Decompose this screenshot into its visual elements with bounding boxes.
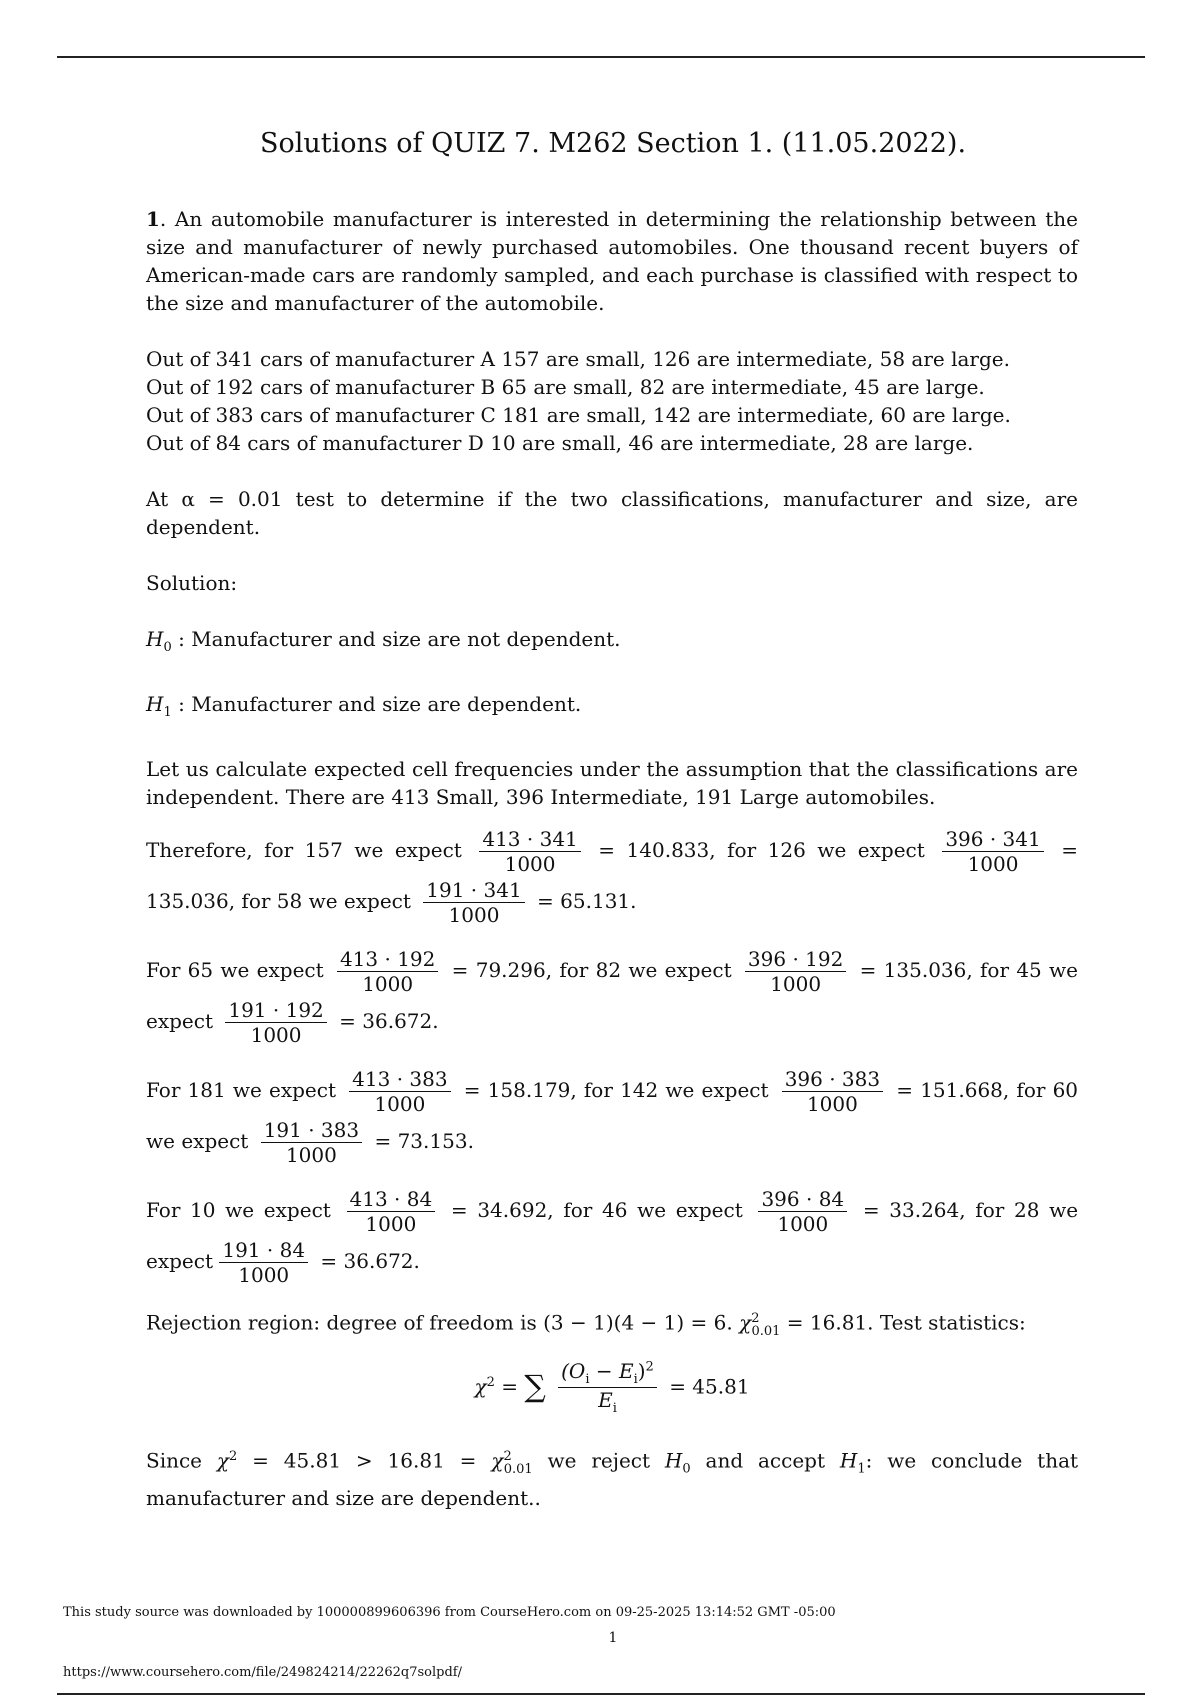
fraction-denominator: 1000 xyxy=(365,1212,417,1236)
fraction-numerator: 413 · 84 xyxy=(347,1187,436,1212)
problem-number: 1 xyxy=(146,207,160,231)
chi-superscript: 2 xyxy=(229,1448,238,1464)
expected-intro: Let us calculate expected cell frequencies under the assumption that the classifications are independent. There are 413 Small, 396 Intermediate, 191 Large automobiles. xyxy=(146,757,1078,809)
expected-block-b xyxy=(146,945,1078,1047)
source-url[interactable]: https://www.coursehero.com/file/249824214/22262q7solpdf/ xyxy=(63,1665,462,1680)
h0-subscript: 0 xyxy=(682,1461,691,1477)
fraction xyxy=(261,1118,362,1167)
page-number: 1 xyxy=(608,1630,618,1646)
chi-critical-value: = 16.81. Test statistics: xyxy=(786,1310,1026,1335)
chi-symbol: χ xyxy=(474,1374,487,1399)
fraction xyxy=(745,947,846,996)
fraction-numerator: 413 · 341 xyxy=(479,827,580,852)
fraction-numerator: 191 · 84 xyxy=(219,1238,308,1263)
test-statistic-value: = 45.81 xyxy=(669,1374,750,1399)
data-line: Out of 383 cars of manufacturer C 181 are small, 142 are intermediate, 60 are large. xyxy=(146,403,1011,427)
h1-subscript: 1 xyxy=(857,1461,866,1477)
expected-text: = 140.833, for 126 we expect xyxy=(598,838,925,862)
stat-num-sup: 2 xyxy=(645,1359,654,1375)
expected-text: For 181 we expect xyxy=(146,1078,336,1102)
expected-text: = 135.036, xyxy=(146,838,1079,913)
fraction-denominator: 1000 xyxy=(504,852,556,876)
fraction-denominator: 1000 xyxy=(770,972,822,996)
stat-num-o: (O xyxy=(561,1358,586,1383)
fraction-denominator: 1000 xyxy=(374,1092,426,1116)
fraction xyxy=(942,827,1043,876)
sum-symbol: ∑ xyxy=(524,1369,546,1405)
fraction xyxy=(423,878,524,927)
stat-den-sub: i xyxy=(612,1401,617,1417)
h0-text: : Manufacturer and size are not dependent. xyxy=(171,627,621,651)
fraction-denominator xyxy=(595,1388,620,1417)
page-title: Solutions of QUIZ 7. M262 Section 1. (11.05.2022). xyxy=(259,128,967,159)
fraction-denominator: 1000 xyxy=(238,1263,290,1287)
expected-text: expect xyxy=(181,1129,249,1153)
fraction-denominator: 1000 xyxy=(967,852,1019,876)
fraction-denominator: 1000 xyxy=(362,972,414,996)
fraction-numerator: 396 · 192 xyxy=(745,947,846,972)
fraction-denominator: 1000 xyxy=(777,1212,829,1236)
fraction xyxy=(225,998,326,1047)
fraction-numerator: 191 · 383 xyxy=(261,1118,362,1143)
fraction xyxy=(558,1359,657,1417)
conclusion-text: : we conclude that manufacturer and size are dependent.. xyxy=(146,1448,1079,1510)
chi-symbol: χ xyxy=(216,1448,230,1473)
expected-text: = 33.264, for 28 we expect xyxy=(146,1198,1079,1273)
fraction-denominator: 1000 xyxy=(806,1092,858,1116)
h0-subscript: 0 xyxy=(163,640,172,655)
rejection-text: Rejection region: degree of freedom is (3 − 1)(4 − 1) = 6. xyxy=(146,1310,733,1335)
data-line: Out of 192 cars of manufacturer B 65 are small, 82 are intermediate, 45 are large. xyxy=(146,375,985,399)
conclusion xyxy=(146,1443,1078,1512)
expected-text: = 79.296, for 82 we expect xyxy=(451,958,732,982)
problem-intro xyxy=(146,205,1078,317)
fraction xyxy=(349,1067,450,1116)
expected-text: = 135.036, for 45 we xyxy=(859,958,1079,982)
expected-block-c xyxy=(146,1065,1078,1167)
fraction xyxy=(758,1187,847,1236)
chi-superscript: 2 xyxy=(751,1311,760,1326)
expected-text: Therefore, for 157 we expect xyxy=(146,838,462,862)
expected-text: = 158.179, for 142 we expect xyxy=(463,1078,769,1102)
data-line: Out of 84 cars of manufacturer D 10 are small, 46 are intermediate, 28 are large. xyxy=(146,431,974,455)
h1-subscript: 1 xyxy=(163,705,172,720)
chi-superscript: 2 xyxy=(503,1448,512,1464)
null-hypothesis xyxy=(146,625,1078,662)
expected-text: = 65.131. xyxy=(537,889,637,913)
chi-subscript: 0.01 xyxy=(751,1323,781,1339)
chi-symbol: χ xyxy=(739,1310,752,1335)
conclusion-text: Since xyxy=(146,1448,203,1473)
fraction-numerator: 396 · 383 xyxy=(782,1067,883,1092)
fraction-numerator: 396 · 341 xyxy=(942,827,1043,852)
fraction xyxy=(219,1238,308,1287)
stat-num-sub: i xyxy=(585,1371,590,1387)
chi-superscript: 2 xyxy=(486,1374,495,1390)
conclusion-text: = 45.81 > 16.81 = xyxy=(252,1448,477,1473)
fraction-numerator: 191 · 192 xyxy=(225,998,326,1023)
expected-text: = 36.672. xyxy=(320,1249,420,1273)
top-rule xyxy=(57,56,1145,58)
fraction-numerator: 413 · 383 xyxy=(349,1067,450,1092)
fraction-denominator: 1000 xyxy=(250,1023,302,1047)
expected-text: For 65 we expect xyxy=(146,958,324,982)
fraction xyxy=(347,1187,436,1236)
fraction xyxy=(337,947,438,996)
fraction-numerator: 396 · 84 xyxy=(758,1187,847,1212)
problem-intro-text: . An automobile manufacturer is interested in determining the relationship between the size and manufacturer of newly purchased automobiles. One thousand recent buyers of American-made cars are randomly sampled, and each purchase is classified with respect to the size and manufacturer of the automobile. xyxy=(146,207,1078,315)
expected-text: expect xyxy=(146,1009,213,1033)
conclusion-text: we reject xyxy=(547,1448,651,1473)
fraction-denominator: 1000 xyxy=(285,1143,337,1167)
chi-subscript: 0.01 xyxy=(503,1461,533,1477)
download-note: This study source was downloaded by 100000899606396 from CourseHero.com on 09-25-2025 13:14:52 GMT -05:00 xyxy=(63,1605,836,1620)
expected-text: = 36.672. xyxy=(339,1009,439,1033)
data-lines xyxy=(146,345,1078,457)
conclusion-text: and accept xyxy=(705,1448,826,1473)
bottom-rule xyxy=(57,1693,1145,1695)
alt-hypothesis xyxy=(146,690,1078,727)
equals-sign: = xyxy=(501,1374,518,1399)
h1-text: : Manufacturer and size are dependent. xyxy=(171,692,582,716)
expected-text: for 58 we expect xyxy=(241,889,411,913)
data-line: Out of 341 cars of manufacturer A 157 are small, 126 are intermediate, 58 are large. xyxy=(146,347,1010,371)
document-body xyxy=(146,205,1078,1540)
rejection-region xyxy=(146,1305,1078,1346)
fraction-numerator xyxy=(558,1359,657,1389)
fraction-numerator: 191 · 341 xyxy=(423,878,524,903)
expected-text: = 151.668, for 60 we xyxy=(146,1078,1079,1153)
expected-text: For 10 we expect xyxy=(146,1198,331,1222)
h1-symbol: H xyxy=(146,692,164,716)
fraction xyxy=(479,827,580,876)
chi-symbol: χ xyxy=(491,1448,504,1473)
fraction xyxy=(782,1067,883,1116)
h0-symbol: H xyxy=(664,1448,683,1473)
stat-num-close: ) xyxy=(637,1358,646,1383)
h0-symbol: H xyxy=(146,627,164,651)
expected-text: = 73.153. xyxy=(374,1129,474,1153)
h1-symbol: H xyxy=(839,1448,858,1473)
fraction-numerator: 413 · 192 xyxy=(337,947,438,972)
fraction-denominator: 1000 xyxy=(448,903,500,927)
stat-den-e: E xyxy=(598,1388,613,1413)
stat-num-sub2: i xyxy=(633,1371,638,1387)
expected-block-d xyxy=(146,1185,1078,1287)
expected-block-a xyxy=(146,825,1078,927)
stat-num-e: − E xyxy=(589,1358,634,1383)
test-statistic-equation xyxy=(146,1356,1078,1417)
expected-text: = 34.692, for 46 we expect xyxy=(450,1198,743,1222)
problem-task: At α = 0.01 test to determine if the two classifications, manufacturer and size, are dependent. xyxy=(146,487,1078,539)
solution-label: Solution: xyxy=(146,571,238,595)
